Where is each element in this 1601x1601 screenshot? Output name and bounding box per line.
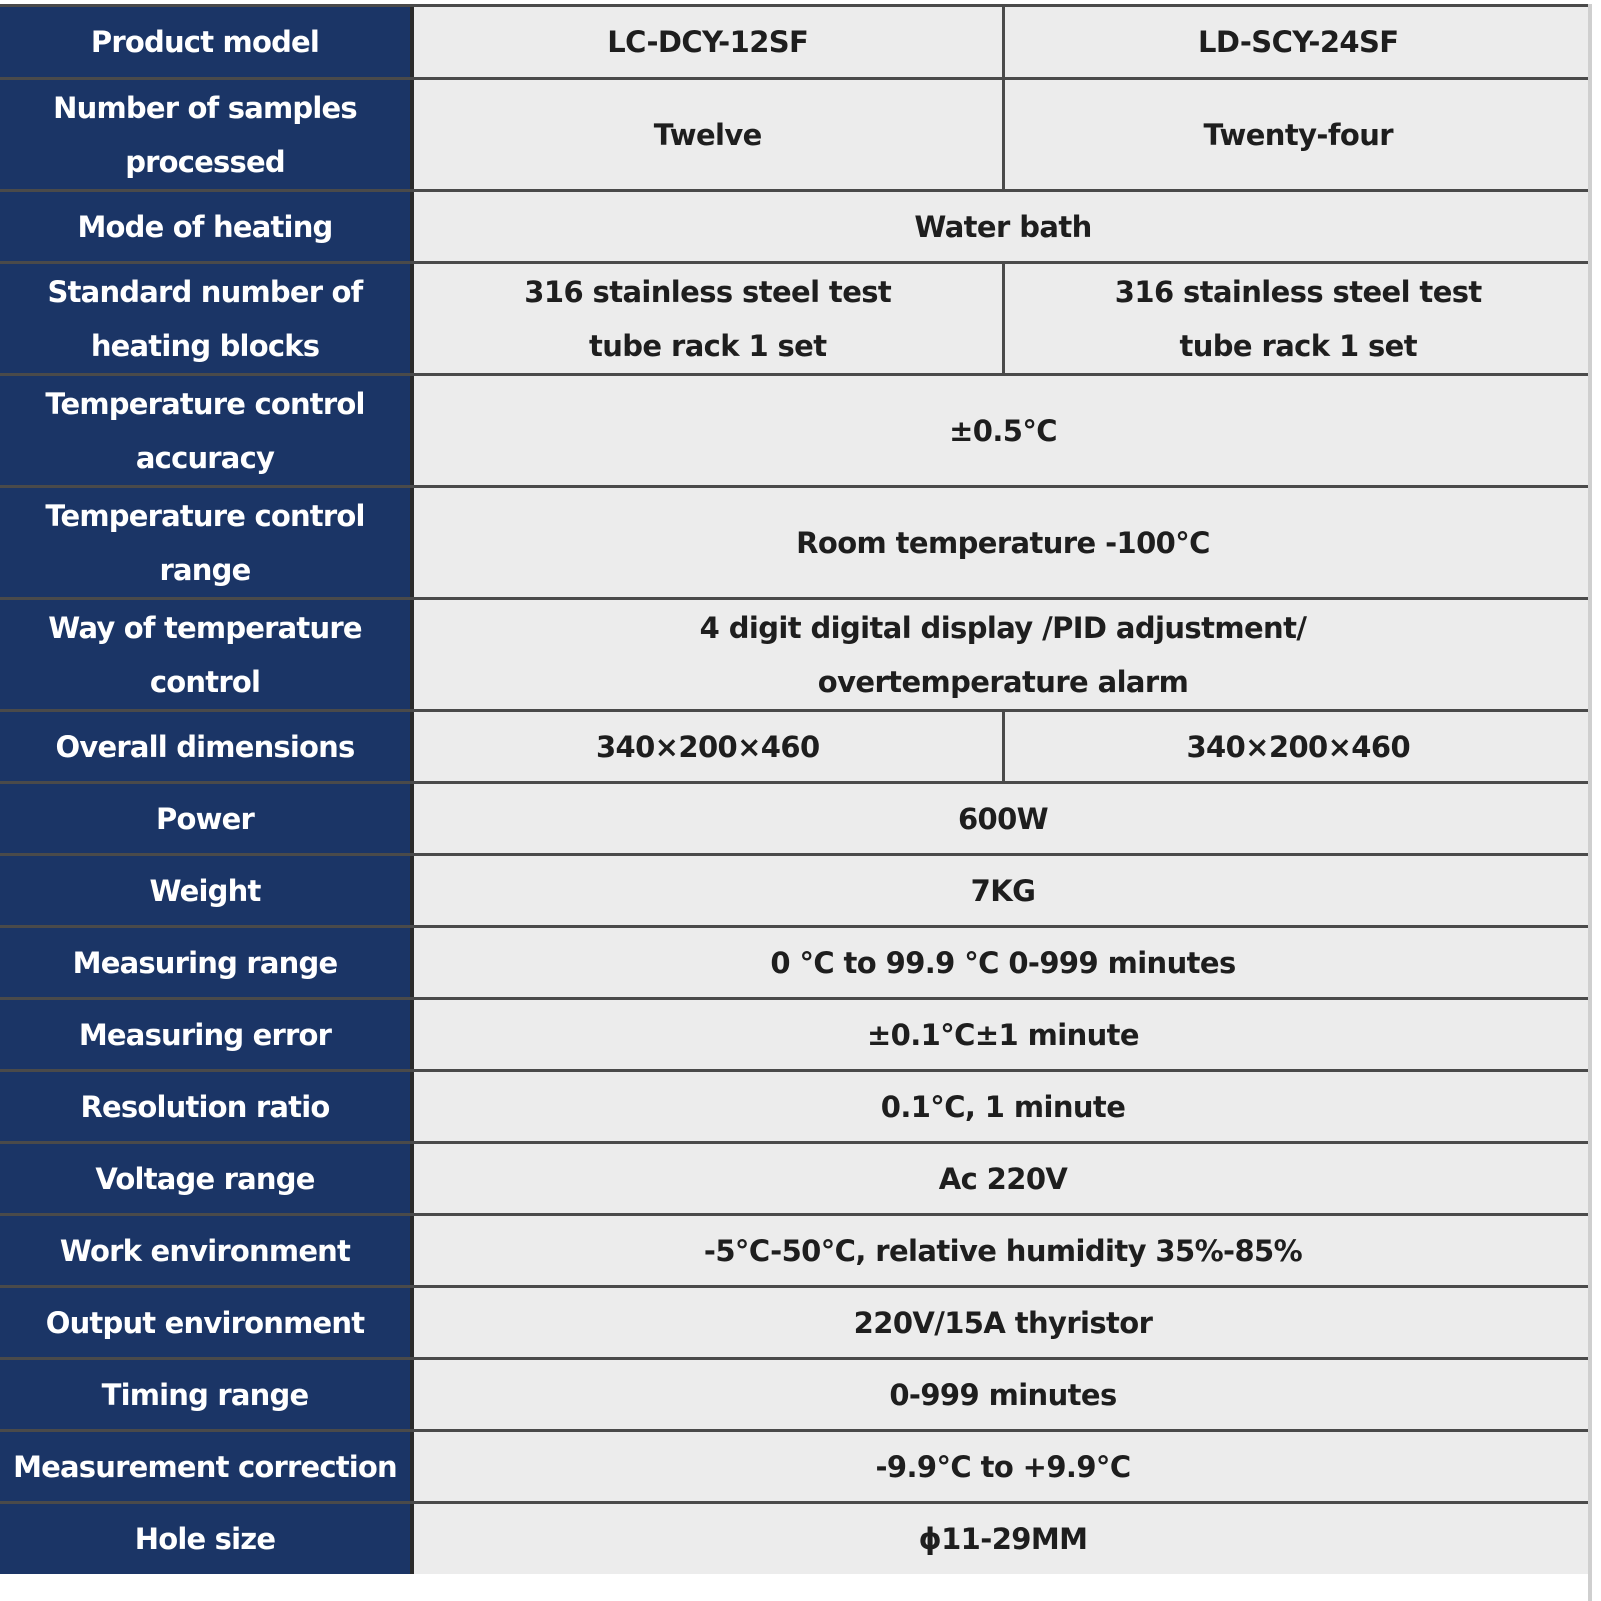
table-row-temp-control-way (0, 600, 1592, 712)
value-text: 316 stainless steel test tube rack 1 set (524, 274, 892, 363)
row-label-cell (0, 856, 414, 925)
row-values (414, 1360, 1592, 1429)
row-label: Measurement correction (13, 1449, 397, 1484)
table-row-resolution-ratio (0, 1072, 1592, 1144)
value-text: -5°C-50°C, relative humidity 35%-85% (703, 1233, 1303, 1268)
row-values (414, 1504, 1592, 1574)
table-row-overall-dimensions (0, 712, 1592, 784)
value-cell-model-1 (414, 80, 1002, 189)
value-cell-shared (414, 856, 1592, 925)
row-label-cell (0, 376, 414, 485)
row-label: Overall dimensions (55, 729, 355, 764)
row-values (414, 1216, 1592, 1285)
spec-table (0, 4, 1592, 1601)
row-label: Resolution ratio (80, 1089, 330, 1124)
table-row-samples-processed (0, 80, 1592, 192)
row-values (414, 1432, 1592, 1501)
row-label-cell (0, 1000, 414, 1069)
value-cell-shared (414, 1072, 1592, 1141)
value-text: Ac 220V (938, 1161, 1068, 1196)
row-values (414, 7, 1592, 77)
row-values (414, 80, 1592, 189)
row-label: Measuring range (72, 945, 338, 980)
value-cell-shared (414, 928, 1592, 997)
row-values (414, 600, 1592, 709)
value-cell-model-2 (1002, 80, 1593, 189)
value-cell-shared (414, 1288, 1592, 1357)
row-label-cell (0, 1360, 414, 1429)
row-values (414, 784, 1592, 853)
table-row-measuring-error (0, 1000, 1592, 1072)
row-label: Temperature control accuracy (45, 386, 365, 475)
table-row-temp-control-accuracy (0, 376, 1592, 488)
table-row-measurement-correction (0, 1432, 1592, 1504)
value-text: 4 digit digital display /PID adjustment/ overtemperature alarm (699, 610, 1307, 699)
row-values (414, 192, 1592, 261)
row-label-cell (0, 1072, 414, 1141)
value-cell-model-2 (1002, 712, 1593, 781)
row-values (414, 488, 1592, 597)
value-text: ±0.5°C (949, 413, 1057, 448)
table-row-work-environment (0, 1216, 1592, 1288)
row-values (414, 856, 1592, 925)
row-label: Temperature control range (45, 498, 365, 587)
value-cell-shared (414, 1360, 1592, 1429)
row-label-cell (0, 712, 414, 781)
value-cell-shared (414, 600, 1592, 709)
value-text: 0.1°C, 1 minute (880, 1089, 1126, 1124)
row-label-cell (0, 7, 414, 77)
value-cell-shared (414, 1216, 1592, 1285)
value-cell-model-2 (1002, 7, 1593, 77)
table-row-power (0, 784, 1592, 856)
row-label: Timing range (101, 1377, 309, 1412)
row-label-cell (0, 1504, 414, 1574)
table-row-heating-mode (0, 192, 1592, 264)
row-values (414, 1144, 1592, 1213)
row-values (414, 1000, 1592, 1069)
value-text: 316 stainless steel test tube rack 1 set (1114, 274, 1482, 363)
row-label: Way of temperature control (48, 610, 362, 699)
value-cell-model-2 (1002, 264, 1593, 373)
row-label-cell (0, 1144, 414, 1213)
row-label: Measuring error (78, 1017, 332, 1052)
table-row-temp-control-range (0, 488, 1592, 600)
table-row-timing-range (0, 1360, 1592, 1432)
row-label-cell (0, 488, 414, 597)
row-values (414, 712, 1592, 781)
row-label-cell (0, 80, 414, 189)
value-text: Twenty-four (1203, 117, 1393, 152)
table-row-product-model (0, 7, 1592, 80)
row-label-cell (0, 264, 414, 373)
value-cell-shared (414, 1000, 1592, 1069)
value-text: Water bath (914, 209, 1092, 244)
row-label: Voltage range (95, 1161, 315, 1196)
table-row-weight (0, 856, 1592, 928)
row-label-cell (0, 600, 414, 709)
value-text: 0-999 minutes (889, 1377, 1117, 1412)
row-label: Weight (149, 873, 261, 908)
value-text: Room temperature -100°C (796, 525, 1210, 560)
row-values (414, 1288, 1592, 1357)
row-values (414, 376, 1592, 485)
table-row-voltage-range (0, 1144, 1592, 1216)
value-text: LC-DCY-12SF (607, 25, 809, 59)
value-cell-model-1 (414, 264, 1002, 373)
value-text: -9.9°C to +9.9°C (875, 1449, 1131, 1484)
value-cell-shared (414, 1504, 1592, 1574)
value-cell-shared (414, 376, 1592, 485)
value-text: 7KG (970, 873, 1036, 908)
value-text: LD-SCY-24SF (1197, 25, 1399, 59)
value-text: ϕ11-29MM (918, 1522, 1088, 1556)
row-label: Power (156, 801, 254, 836)
row-label: Mode of heating (77, 209, 333, 244)
table-right-edge (1588, 4, 1592, 1601)
row-label: Product model (90, 25, 320, 59)
table-row-measuring-range (0, 928, 1592, 1000)
row-label: Standard number of heating blocks (47, 274, 363, 363)
row-label: Work environment (59, 1233, 351, 1268)
value-text: 340×200×460 (595, 729, 820, 764)
value-text: ±0.1°C±1 minute (866, 1017, 1139, 1052)
value-text: 600W (957, 801, 1049, 836)
row-label-cell (0, 928, 414, 997)
table-row-output-environment (0, 1288, 1592, 1360)
value-cell-shared (414, 1144, 1592, 1213)
row-label-cell (0, 784, 414, 853)
value-cell-model-1 (414, 712, 1002, 781)
table-row-heating-blocks (0, 264, 1592, 376)
row-label: Output environment (45, 1305, 365, 1340)
row-values (414, 1072, 1592, 1141)
value-text: 0 °C to 99.9 °C 0-999 minutes (770, 945, 1236, 980)
value-cell-shared (414, 1432, 1592, 1501)
table-row-hole-size (0, 1504, 1592, 1574)
row-values (414, 928, 1592, 997)
value-cell-model-1 (414, 7, 1002, 77)
row-label-cell (0, 1432, 414, 1501)
row-label-cell (0, 1288, 414, 1357)
row-label: Number of samples processed (53, 90, 357, 179)
row-values (414, 264, 1592, 373)
value-text: 220V/15A thyristor (853, 1305, 1153, 1340)
row-label-cell (0, 192, 414, 261)
row-label-cell (0, 1216, 414, 1285)
row-label: Hole size (134, 1522, 276, 1556)
value-cell-shared (414, 488, 1592, 597)
value-text: 340×200×460 (1186, 729, 1411, 764)
value-cell-shared (414, 192, 1592, 261)
value-text: Twelve (653, 117, 762, 152)
value-cell-shared (414, 784, 1592, 853)
